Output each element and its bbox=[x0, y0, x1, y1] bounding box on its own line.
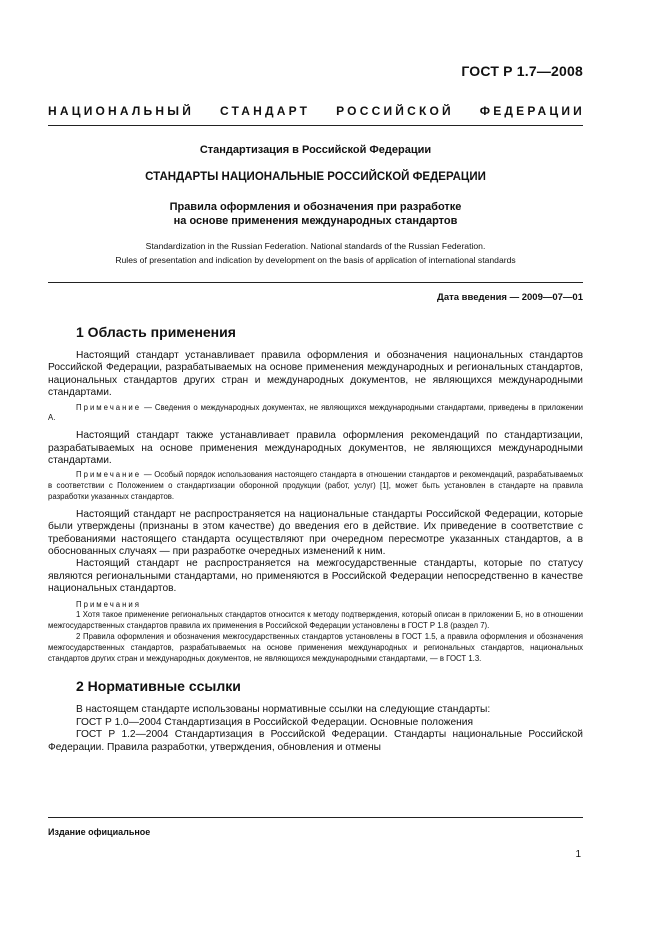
section-1-note-1 bbox=[48, 403, 583, 425]
header-divider bbox=[48, 125, 583, 126]
title-line-2: СТАНДАРТЫ НАЦИОНАЛЬНЫЕ РОССИЙСКОЙ ФЕДЕРАЦИИ bbox=[145, 171, 486, 183]
title-line-3b: на основе применения международных стандартов bbox=[173, 215, 458, 227]
document-body bbox=[48, 324, 583, 754]
section-1-paragraph-2: Настоящий стандарт также устанавливает правила оформления рекомендаций по стандартизации, разрабатываемых на основе применения международных документов, не являющихся международными стандартами. bbox=[48, 430, 583, 467]
notes-item-2: 2 Правила оформления и обозначения межгосударственных стандартов установлены в ГОСТ 1.5, а правила оформления и обозначения межгосударственных стандартов, разрабатываемых на основе применения международных и региональных стандартов, национальных стандартов других стран и международных документов, не являющихся международными стандартами, — в ГОСТ 1.3. bbox=[48, 632, 583, 663]
normative-reference-1: ГОСТ Р 1.0—2004 Стандартизация в Российской Федерации. Основные положения bbox=[76, 716, 473, 728]
title-line-3a: Правила оформления и обозначения при разработке bbox=[169, 201, 462, 213]
national-standard-banner: НАЦИОНАЛЬНЫЙ СТАНДАРТ РОССИЙСКОЙ ФЕДЕРАЦИИ bbox=[48, 104, 585, 118]
page-number: 1 bbox=[575, 849, 581, 860]
section-1-paragraph-4: Настоящий стандарт не распространяется на межгосударственные стандарты, которые по статусу являются региональными стандартами, но применяются в Российской Федерации непосредственно в качестве национальных стандартов. bbox=[48, 558, 583, 595]
section-2-paragraph-1: В настоящем стандарте использованы нормативные ссылки на следующие стандарты: bbox=[76, 704, 491, 716]
title-line-3 bbox=[48, 200, 583, 228]
standard-code: ГОСТ Р 1.7—2008 bbox=[461, 63, 583, 79]
english-title-line-2: Rules of presentation and indication by development on the basis of application of international standards bbox=[115, 254, 516, 265]
note-text: — Сведения о международных документах, не являющихся международными стандартами, приведены в приложении А. bbox=[48, 402, 583, 423]
normative-reference-2: ГОСТ Р 1.2—2004 Стандартизация в Российской Федерации. Стандарты национальные Российской Федерации. Правила разработки, утверждения, обновления и отмены bbox=[48, 729, 583, 753]
english-title-line-1: Standardization in the Russian Federation. National standards of the Russian Federation. bbox=[145, 241, 486, 251]
note-label: Примечание bbox=[76, 402, 142, 412]
notes-title: Примечания bbox=[76, 599, 142, 609]
section-1-heading: 1 Область применения bbox=[76, 324, 236, 340]
note-label: Примечание bbox=[76, 470, 142, 480]
notes-item-1: 1 Хотя такое применение региональных стандартов относится к методу подтверждения, который описан в приложении Б, но в отношении межгосударственных стандартов правила их применения в Российской Федерации установлены в ГОСТ Р 1.8 (раздел 7). bbox=[48, 610, 583, 631]
introduction-date: Дата введения — 2009—07—01 bbox=[437, 292, 583, 303]
footer-divider bbox=[48, 817, 583, 818]
section-1-note-2 bbox=[48, 470, 583, 502]
english-title bbox=[48, 240, 583, 267]
note-text: — Особый порядок использования настоящего стандарта в отношении стандартов и рекомендаций, разрабатываемых в соответствии с Положением о стандартизации оборонной продукции (работ, услуг) [1], может быть установлен в стандарте на правила разработки указанных стандартов. bbox=[48, 470, 583, 502]
title-divider bbox=[48, 282, 583, 283]
section-1-paragraph-1: Настоящий стандарт устанавливает правила оформления и обозначения национальных стандартов Российской Федерации, разрабатываемых на основе применения международных и региональных стандартов, национальных стандартов других стран и международных документов, не являющихся международными стандартами. bbox=[48, 350, 583, 399]
title-line-1: Стандартизация в Российской Федерации bbox=[199, 144, 432, 156]
official-edition-label: Издание официальное bbox=[48, 827, 151, 837]
section-1-paragraph-3: Настоящий стандарт не распространяется на национальные стандарты Российской Федерации, которые были утверждены (признаны в этом качестве) до введения его в действие. Их приведение в соответствие с требованиями настоящего стандарта осуществляют при очередном пересмотре указанных стандартов, а в обоснованных случаях — при разработке очередных изменений к ним. bbox=[48, 508, 583, 558]
section-2-heading: 2 Нормативные ссылки bbox=[76, 678, 241, 695]
